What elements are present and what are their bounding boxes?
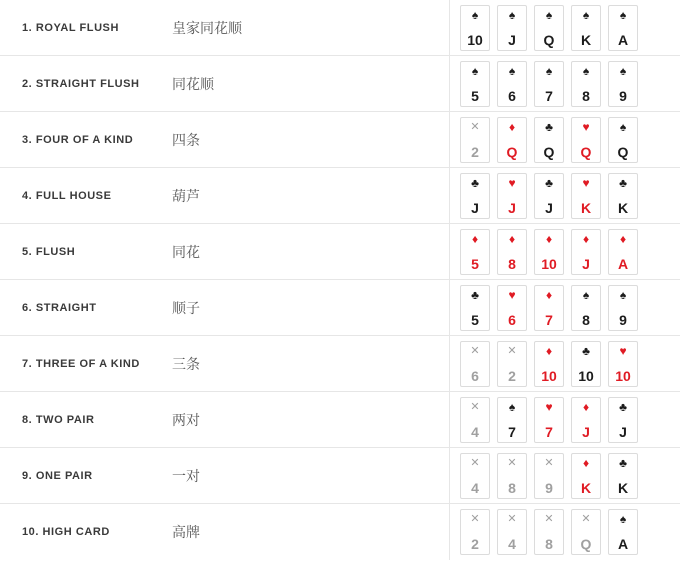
card-rank-label: Q (543, 143, 555, 160)
playing-card (497, 397, 527, 443)
card-suit-icon: ♦ (508, 231, 516, 246)
card-rank-label: 9 (619, 87, 627, 104)
playing-card (534, 285, 564, 331)
hand-cards (450, 112, 680, 167)
playing-card (608, 5, 638, 51)
card-suit-icon: ♠ (619, 63, 627, 78)
card-suit-icon: ♥ (508, 175, 516, 190)
playing-card (497, 509, 527, 555)
playing-card (571, 341, 601, 387)
playing-card (608, 509, 638, 555)
hand-rank-label: 5. FLUSH (22, 245, 76, 258)
hand-name-chinese: 四条 (150, 112, 450, 167)
playing-card (571, 509, 601, 555)
playing-card (608, 341, 638, 387)
playing-card (571, 173, 601, 219)
playing-card (534, 229, 564, 275)
card-rank-label: 10 (541, 255, 557, 272)
hand-cards (450, 336, 680, 391)
playing-card (497, 61, 527, 107)
playing-card (571, 117, 601, 163)
playing-card (460, 61, 490, 107)
card-suit-icon: ♣ (619, 399, 627, 414)
card-rank-label: J (508, 199, 516, 216)
card-suit-icon: ✕ (470, 344, 480, 357)
card-suit-icon: ♦ (545, 343, 553, 358)
hand-name-chinese: 同花顺 (150, 56, 450, 111)
hand-rank-label: 8. TWO PAIR (22, 413, 95, 426)
card-rank-label: Q (580, 536, 592, 552)
card-suit-icon: ♥ (582, 119, 590, 134)
card-suit-icon: ✕ (544, 456, 554, 469)
card-rank-label: 8 (582, 87, 590, 104)
table-row (0, 336, 680, 392)
card-suit-icon: ♠ (508, 7, 516, 22)
playing-card (571, 397, 601, 443)
card-rank-label: J (471, 199, 479, 216)
card-suit-icon: ♠ (508, 63, 516, 78)
card-rank-label: 10 (467, 31, 483, 48)
card-rank-label: 7 (508, 423, 516, 440)
playing-card (571, 453, 601, 499)
hand-cards (450, 504, 680, 560)
table-row (0, 448, 680, 504)
playing-card (460, 229, 490, 275)
hand-cards (450, 392, 680, 447)
playing-card (497, 5, 527, 51)
playing-card (497, 117, 527, 163)
card-suit-icon: ♣ (545, 175, 553, 190)
card-suit-icon: ✕ (507, 513, 517, 525)
card-rank-label: 2 (471, 536, 479, 552)
playing-card (608, 285, 638, 331)
card-suit-icon: ♦ (545, 287, 553, 302)
hand-name-chinese: 葫芦 (150, 168, 450, 223)
playing-card (497, 453, 527, 499)
card-rank-label: Q (543, 31, 555, 48)
playing-card (460, 453, 490, 499)
card-rank-label: 9 (619, 311, 627, 328)
hand-rank-label: 9. ONE PAIR (22, 469, 93, 482)
table-row (0, 112, 680, 168)
hand-rank-label: 1. ROYAL FLUSH (22, 21, 119, 34)
card-rank-label: Q (617, 143, 629, 160)
card-rank-label: A (617, 536, 629, 552)
hand-name-chinese: 三条 (150, 336, 450, 391)
card-suit-icon: ♦ (619, 231, 627, 246)
card-suit-icon: ♠ (471, 63, 479, 78)
card-suit-icon: ✕ (470, 120, 480, 133)
card-suit-icon: ✕ (581, 513, 591, 525)
table-row (0, 392, 680, 448)
card-suit-icon: ♦ (508, 119, 516, 134)
card-suit-icon: ♦ (545, 231, 553, 246)
card-suit-icon: ♣ (545, 119, 553, 134)
playing-card (608, 117, 638, 163)
playing-card (460, 5, 490, 51)
card-rank-label: K (580, 31, 592, 48)
card-rank-label: J (582, 423, 590, 440)
card-rank-label: K (580, 199, 592, 216)
hand-name-chinese: 皇家同花顺 (150, 0, 450, 55)
playing-card (497, 229, 527, 275)
card-rank-label: 4 (471, 479, 479, 496)
card-suit-icon: ♥ (545, 399, 553, 414)
hand-name-chinese: 同花 (150, 224, 450, 279)
playing-card (534, 117, 564, 163)
card-suit-icon: ♠ (582, 287, 590, 302)
hand-rank-label: 10. HIGH CARD (22, 526, 110, 538)
card-rank-label: 5 (471, 255, 479, 272)
playing-card (571, 229, 601, 275)
card-suit-icon: ♣ (471, 287, 479, 302)
playing-card (608, 173, 638, 219)
card-rank-label: K (617, 199, 629, 216)
card-suit-icon: ♦ (471, 231, 479, 246)
playing-card (460, 509, 490, 555)
card-rank-label: 8 (508, 479, 516, 496)
playing-card (534, 61, 564, 107)
playing-card (608, 61, 638, 107)
card-suit-icon: ♠ (582, 7, 590, 22)
playing-card (460, 341, 490, 387)
card-suit-icon: ♠ (545, 63, 553, 78)
hand-cards (450, 168, 680, 223)
card-rank-label: 9 (545, 479, 553, 496)
table-row (0, 504, 680, 560)
card-rank-label: 4 (508, 536, 516, 552)
card-rank-label: 7 (545, 87, 553, 104)
card-suit-icon: ✕ (470, 513, 480, 525)
playing-card (571, 285, 601, 331)
card-suit-icon: ✕ (507, 344, 517, 357)
card-rank-label: 7 (545, 423, 553, 440)
playing-card (571, 61, 601, 107)
card-suit-icon: ✕ (507, 456, 517, 469)
hand-name-chinese: 一对 (150, 448, 450, 503)
card-rank-label: 8 (508, 255, 516, 272)
playing-card (571, 5, 601, 51)
table-row (0, 168, 680, 224)
card-suit-icon: ♦ (582, 455, 590, 470)
hand-cards (450, 0, 680, 55)
card-suit-icon: ♠ (545, 7, 553, 22)
card-rank-label: J (582, 255, 590, 272)
card-suit-icon: ♣ (471, 175, 479, 190)
table-row (0, 224, 680, 280)
card-rank-label: K (580, 479, 592, 496)
card-rank-label: 2 (471, 143, 479, 160)
hand-rank-label: 7. THREE OF A KIND (22, 357, 140, 370)
playing-card (460, 397, 490, 443)
card-rank-label: Q (580, 143, 592, 160)
card-suit-icon: ♠ (619, 287, 627, 302)
card-rank-label: 5 (471, 311, 479, 328)
hand-cards (450, 56, 680, 111)
playing-card (534, 173, 564, 219)
card-suit-icon: ♠ (619, 119, 627, 134)
card-suit-icon: ♥ (508, 287, 516, 302)
card-rank-label: 4 (471, 423, 479, 440)
hand-cards (450, 280, 680, 335)
hand-cards (450, 224, 680, 279)
card-suit-icon: ♥ (582, 175, 590, 190)
card-suit-icon: ♦ (582, 231, 590, 246)
card-rank-label: K (617, 479, 629, 496)
card-suit-icon: ✕ (470, 400, 480, 413)
hand-name-chinese: 高牌 (150, 504, 450, 560)
hand-rank-label: 2. STRAIGHT FLUSH (22, 77, 140, 90)
playing-card (460, 173, 490, 219)
card-suit-icon: ♠ (471, 7, 479, 22)
hand-rank-label: 6. STRAIGHT (22, 301, 97, 314)
card-suit-icon: ✕ (470, 456, 480, 469)
card-rank-label: J (619, 423, 627, 440)
table-row (0, 0, 680, 56)
playing-card (497, 285, 527, 331)
card-suit-icon: ✕ (544, 513, 554, 525)
playing-card (534, 509, 564, 555)
card-rank-label: J (508, 31, 516, 48)
table-row (0, 280, 680, 336)
card-rank-label: 7 (545, 311, 553, 328)
card-suit-icon: ♠ (619, 512, 627, 526)
card-rank-label: 6 (508, 87, 516, 104)
card-rank-label: 6 (508, 311, 516, 328)
playing-card (497, 173, 527, 219)
card-rank-label: 8 (545, 536, 553, 552)
card-suit-icon: ♣ (619, 175, 627, 190)
card-rank-label: A (617, 255, 629, 272)
playing-card (608, 229, 638, 275)
hand-cards (450, 448, 680, 503)
playing-card (497, 341, 527, 387)
playing-card (608, 397, 638, 443)
hand-rank-label: 4. FULL HOUSE (22, 189, 112, 202)
table-row (0, 56, 680, 112)
card-rank-label: 2 (508, 367, 516, 384)
playing-card (608, 453, 638, 499)
playing-card (534, 453, 564, 499)
card-rank-label: J (545, 199, 553, 216)
hand-name-chinese: 两对 (150, 392, 450, 447)
card-suit-icon: ♦ (582, 399, 590, 414)
card-rank-label: 5 (471, 87, 479, 104)
card-suit-icon: ♠ (508, 399, 516, 414)
card-rank-label: 10 (615, 367, 631, 384)
playing-card (534, 341, 564, 387)
card-rank-label: 10 (541, 367, 557, 384)
card-suit-icon: ♣ (619, 455, 627, 470)
playing-card (460, 117, 490, 163)
playing-card (534, 5, 564, 51)
card-rank-label: 10 (578, 367, 594, 384)
hand-rank-label: 3. FOUR OF A KIND (22, 133, 134, 146)
hand-name-chinese: 顺子 (150, 280, 450, 335)
card-rank-label: 6 (471, 367, 479, 384)
playing-card (534, 397, 564, 443)
card-suit-icon: ♠ (582, 63, 590, 78)
playing-card (460, 285, 490, 331)
card-rank-label: Q (506, 143, 518, 160)
card-rank-label: 8 (582, 311, 590, 328)
card-rank-label: A (617, 31, 629, 48)
card-suit-icon: ♣ (582, 343, 590, 358)
card-suit-icon: ♥ (619, 343, 627, 358)
card-suit-icon: ♠ (619, 7, 627, 22)
